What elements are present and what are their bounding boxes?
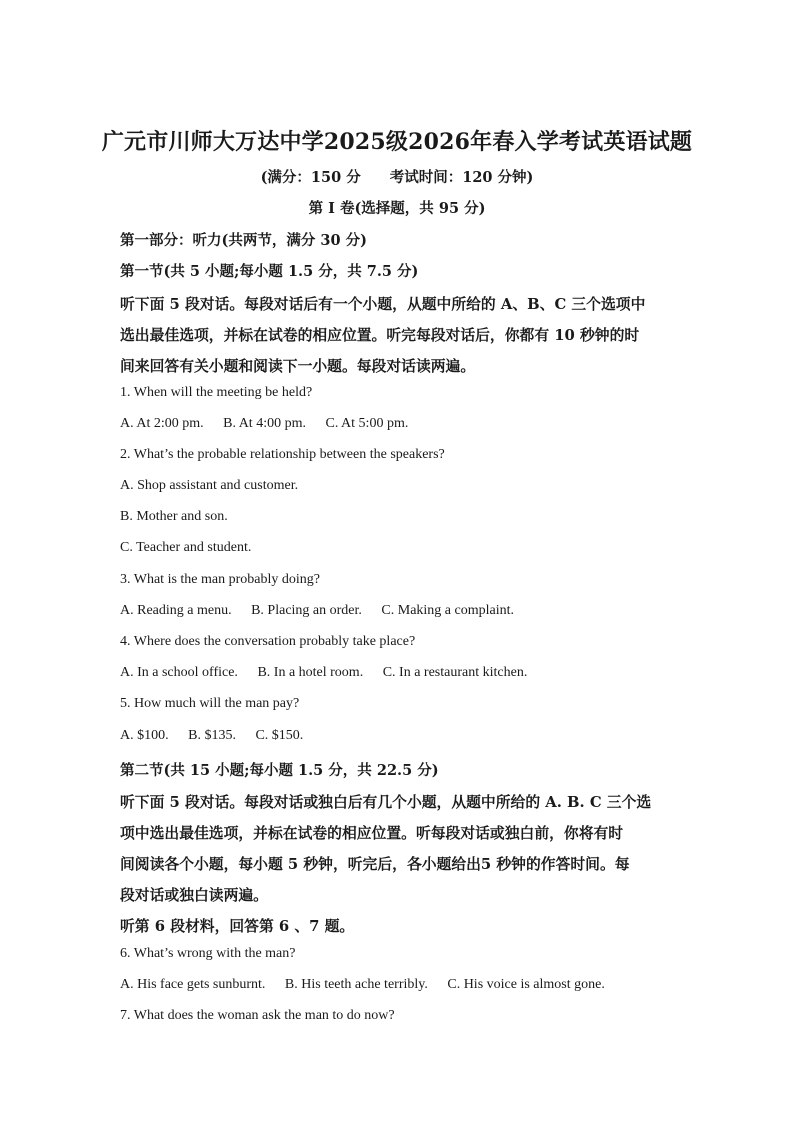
options-row [120, 977, 680, 993]
option-a: A. His face gets sunburnt. [120, 977, 266, 992]
section1-instruction-line: 间来回答有关小题和阅读下一小题。每段对话读两遍。 [120, 358, 476, 375]
option-a: A. Reading a menu. [120, 603, 232, 618]
section1-heading: 第一节(共 5 小题;每小题 1.5 分，共 7.5 分) [120, 263, 419, 280]
exam-title: 广元市川师大万达中学2025级2026年春入学考试英语试题 [101, 129, 693, 155]
question-stem: 3. What is the man probably doing? [120, 572, 320, 587]
options-row [120, 665, 680, 681]
options-row [120, 728, 680, 744]
section2-instruction-line: 间阅读各个小题，每小题 5 秒钟，听完后，各小题给出5 秒钟的作答时间。每 [120, 856, 630, 873]
part1-heading: 第一部分：听力(共两节，满分 30 分) [120, 232, 367, 249]
volume-heading: 第 I 卷(选择题，共 95 分) [308, 200, 486, 217]
option-c: C. Making a complaint. [381, 603, 514, 618]
option-b: B. In a hotel room. [257, 665, 364, 680]
section2-instruction-line: 项中选出最佳选项，并标在试卷的相应位置。听每段对话或独白前，你将有时 [120, 825, 624, 842]
option-c: C. His voice is almost gone. [447, 977, 605, 992]
option-c: C. $150. [255, 728, 304, 743]
material-heading: 听第 6 段材料，回答第 6 、7 题。 [120, 918, 355, 935]
option-b: B. Placing an order. [251, 603, 362, 618]
question-stem: 5. How much will the man pay? [120, 696, 300, 711]
option-b: B. At 4:00 pm. [223, 416, 306, 431]
question-stem: 1. When will the meeting be held? [120, 385, 313, 400]
option-b: B. His teeth ache terribly. [284, 977, 428, 992]
option-c: C. Teacher and student. [120, 540, 252, 555]
option-b: B. Mother and son. [120, 509, 228, 524]
question-stem: 7. What does the woman ask the man to do now? [120, 1008, 395, 1023]
question-stem: 2. What’s the probable relationship between the speakers? [120, 447, 445, 462]
option-a: A. At 2:00 pm. [120, 416, 204, 431]
section1-instruction-line: 选出最佳选项，并标在试卷的相应位置。听完每段对话后，你都有 10 秒钟的时 [120, 327, 640, 344]
question-stem: 6. What’s wrong with the man? [120, 946, 296, 961]
option-c: C. At 5:00 pm. [325, 416, 409, 431]
section2-heading: 第二节(共 15 小题;每小题 1.5 分，共 22.5 分) [120, 762, 439, 779]
option-a: A. Shop assistant and customer. [120, 478, 299, 493]
option-a: A. $100. [120, 728, 169, 743]
section2-instruction-line: 听下面 5 段对话。每段对话或独白后有几个小题，从题中所给的 A. B. C 三个选 [120, 794, 652, 811]
exam-info: (满分：150 分 考试时间：120 分钟) [260, 169, 534, 186]
section2-instruction-line: 段对话或独白读两遍。 [120, 887, 268, 904]
option-b: B. $135. [188, 728, 236, 743]
option-c: C. In a restaurant kitchen. [382, 665, 528, 680]
options-row [120, 416, 680, 432]
question-stem: 4. Where does the conversation probably take place? [120, 634, 416, 649]
options-row [120, 603, 680, 619]
section1-instruction-line: 听下面 5 段对话。每段对话后有一个小题，从题中所给的 A、B、C 三个选项中 [120, 296, 646, 313]
option-a: A. In a school office. [120, 665, 238, 680]
